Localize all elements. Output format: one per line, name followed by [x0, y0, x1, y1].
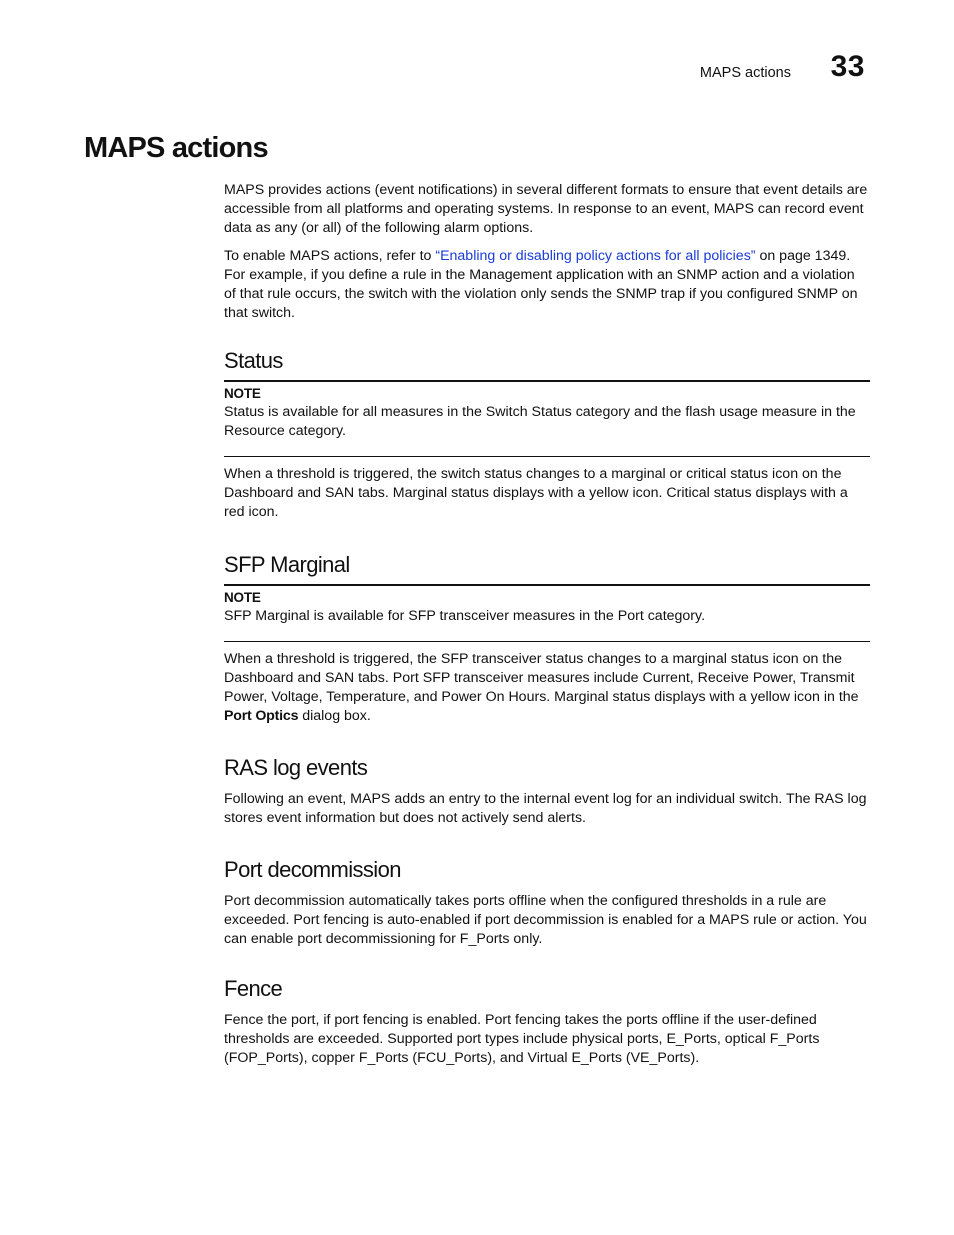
main-content: [224, 181, 870, 1077]
section-port-decommission: [224, 857, 870, 949]
note-box: [224, 584, 870, 642]
section-fence: [224, 976, 870, 1068]
cross-reference-link[interactable]: “Enabling or disabling policy actions for all policies”: [435, 248, 756, 264]
body-text-before: When a threshold is triggered, the SFP transceiver status changes to a marginal status icon on the Dashboard and SAN tabs. Port SFP transceiver measures include Current, Receive Power, Transmit Power, Voltage, Temperature, and Power On Hours. Marginal status displays with a yellow icon in the: [224, 651, 859, 705]
section-heading-ras-log-events: RAS log events: [224, 755, 368, 780]
section-heading-sfp-marginal: SFP Marginal: [224, 552, 350, 577]
ui-term-port-optics: Port Optics: [224, 708, 299, 724]
intro-p2-text-before: To enable MAPS actions, refer to: [224, 248, 436, 264]
note-label: NOTE: [224, 590, 261, 605]
body-text-after: dialog box.: [298, 708, 371, 724]
section-sfp-marginal: [224, 552, 870, 726]
note-text: SFP Marginal is available for SFP transceiver measures in the Port category.: [224, 608, 706, 624]
section-status: [224, 348, 870, 522]
section-heading-status: Status: [224, 348, 283, 373]
section-heading-fence: Fence: [224, 976, 283, 1001]
note-label: NOTE: [224, 386, 261, 401]
intro-paragraph-2: [224, 247, 870, 323]
section-ras-log-events: [224, 755, 870, 828]
intro-p2-text-after: on page 1349. For example, if you define a rule in the Management application with an SNMP action and a violation of that rule occurs, the switch with the violation only sends the SNMP trap if you configured SNMP on that switch.: [224, 248, 858, 321]
body-paragraph: Port decommission automatically takes ports offline when the configured thresholds in a rule are exceeded. Port fencing is auto-enabled if port decommission is enabled for a MAPS rule or action. You can enable port decommissioning for F_Ports only.: [224, 893, 867, 947]
intro-paragraph-1: MAPS provides actions (event notifications) in several different formats to ensure that event details are accessible from all platforms and operating systems. In response to an event, MAPS can record event data as any (or all) of the following alarm options.: [224, 182, 868, 236]
section-heading-port-decommission: Port decommission: [224, 857, 401, 882]
chapter-number: 33: [830, 50, 865, 83]
body-paragraph: When a threshold is triggered, the switch status changes to a marginal or critical status icon on the Dashboard and SAN tabs. Marginal status displays with a yellow icon. Critical status displays with a red icon.: [224, 466, 848, 520]
note-text: Status is available for all measures in the Switch Status category and the flash usage measure in the Resource category.: [224, 404, 856, 439]
page-title: MAPS actions: [84, 132, 268, 164]
running-header-title: MAPS actions: [699, 65, 791, 81]
body-paragraph: Following an event, MAPS adds an entry to the internal event log for an individual switch. The RAS log stores event information but does not actively send alerts.: [224, 791, 867, 826]
note-box: [224, 380, 870, 457]
body-paragraph: Fence the port, if port fencing is enabled. Port fencing takes the ports offline if the user-defined thresholds are exceeded. Supported port types include physical ports, E_Ports, optical F_Ports (FOP_Ports), copper F_Ports (FCU_Ports), and Virtual E_Ports (VE_Ports).: [224, 1012, 820, 1066]
body-paragraph: [224, 650, 870, 726]
